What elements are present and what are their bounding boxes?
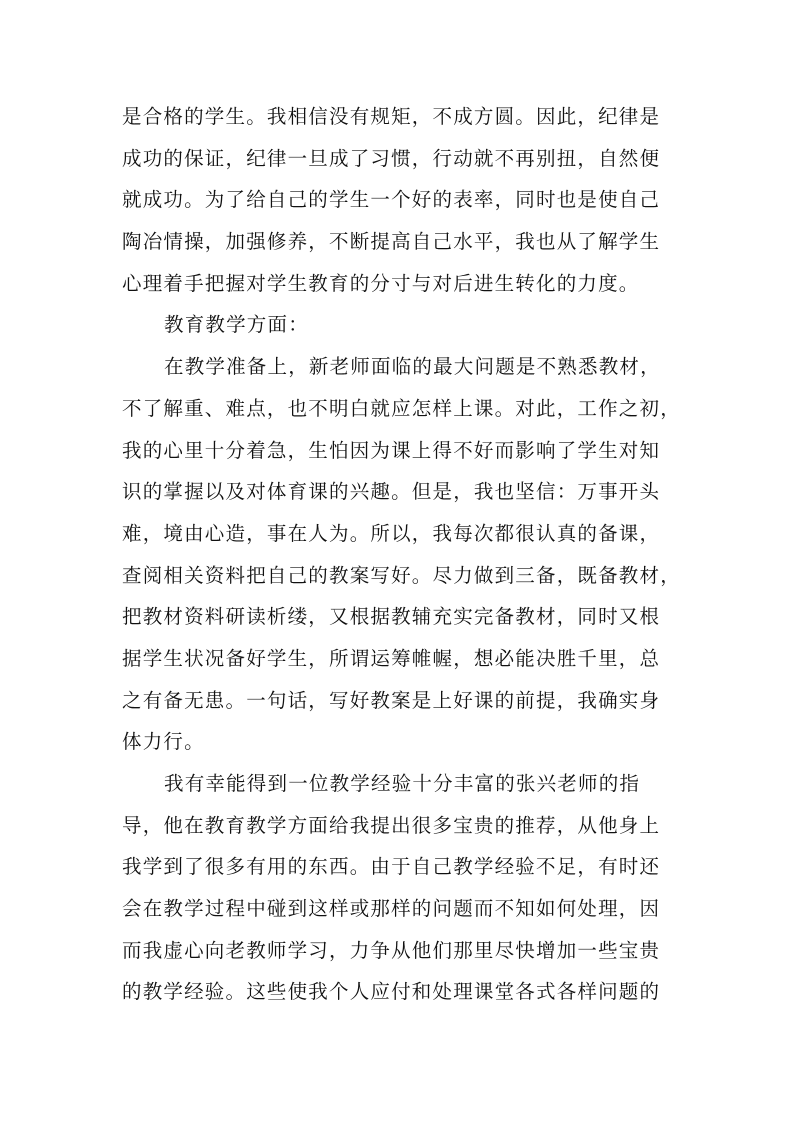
text-line: 的教学经验。这些使我个人应付和处理课堂各式各样问题的: [122, 980, 661, 1004]
text-line: 难，境由心造，事在人为。所以，我每次都很认真的备课，: [122, 521, 661, 545]
text-line: 是合格的学生。我相信没有规矩，不成方圆。因此，纪律是: [122, 105, 661, 128]
text-line: 体力行。: [122, 730, 205, 754]
text-line: 之有备无患。一句话，写好教案是上好课的前提，我确实身: [122, 688, 661, 712]
text-line: 会在教学过程中碰到这样或那样的问题而不知如何处理，因: [122, 897, 661, 921]
text-line: 把教材资料研读析缕，又根据教辅充实完备教材，同时又根: [122, 605, 661, 629]
text-line: 陶冶情操，加强修养，不断提高自己水平，我也从了解学生: [122, 230, 661, 254]
text-line: 就成功。为了给自己的学生一个好的表率，同时也是使自己: [122, 188, 661, 212]
text-line: 识的掌握以及对体育课的兴趣。但是，我也坚信：万事开头: [122, 480, 661, 504]
text-line: 成功的保证，纪律一旦成了习惯，行动就不再别扭，自然便: [122, 146, 661, 170]
document-body: [122, 96, 682, 1013]
text-line: 我学到了很多有用的东西。由于自己教学经验不足，有时还: [122, 855, 661, 879]
text-line: 心理着手把握对学生教育的分寸与对后进生转化的力度。: [122, 271, 640, 295]
section-heading: 教育教学方面：: [164, 313, 309, 337]
text-line: 据学生状况备好学生，所谓运筹帷幄，想必能决胜千里，总: [122, 646, 661, 670]
text-line: 导，他在教育教学方面给我提出很多宝贵的推荐，从他身上: [122, 813, 661, 837]
text-line: 我的心里十分着急，生怕因为课上得不好而影响了学生对知: [122, 438, 661, 462]
text-line: 我有幸能得到一位教学经验十分丰富的张兴老师的指: [164, 772, 641, 795]
text-line: 不了解重、难点，也不明白就应怎样上课。对此，工作之初，: [122, 396, 681, 420]
text-line: 而我虚心向老教师学习，力争从他们那里尽快增加一些宝贵: [122, 938, 661, 962]
text-line: 在教学准备上，新老师面临的最大问题是不熟悉教材，: [164, 355, 661, 379]
text-line: 查阅相关资料把自己的教案写好。尽力做到三备，既备教材，: [122, 563, 681, 587]
